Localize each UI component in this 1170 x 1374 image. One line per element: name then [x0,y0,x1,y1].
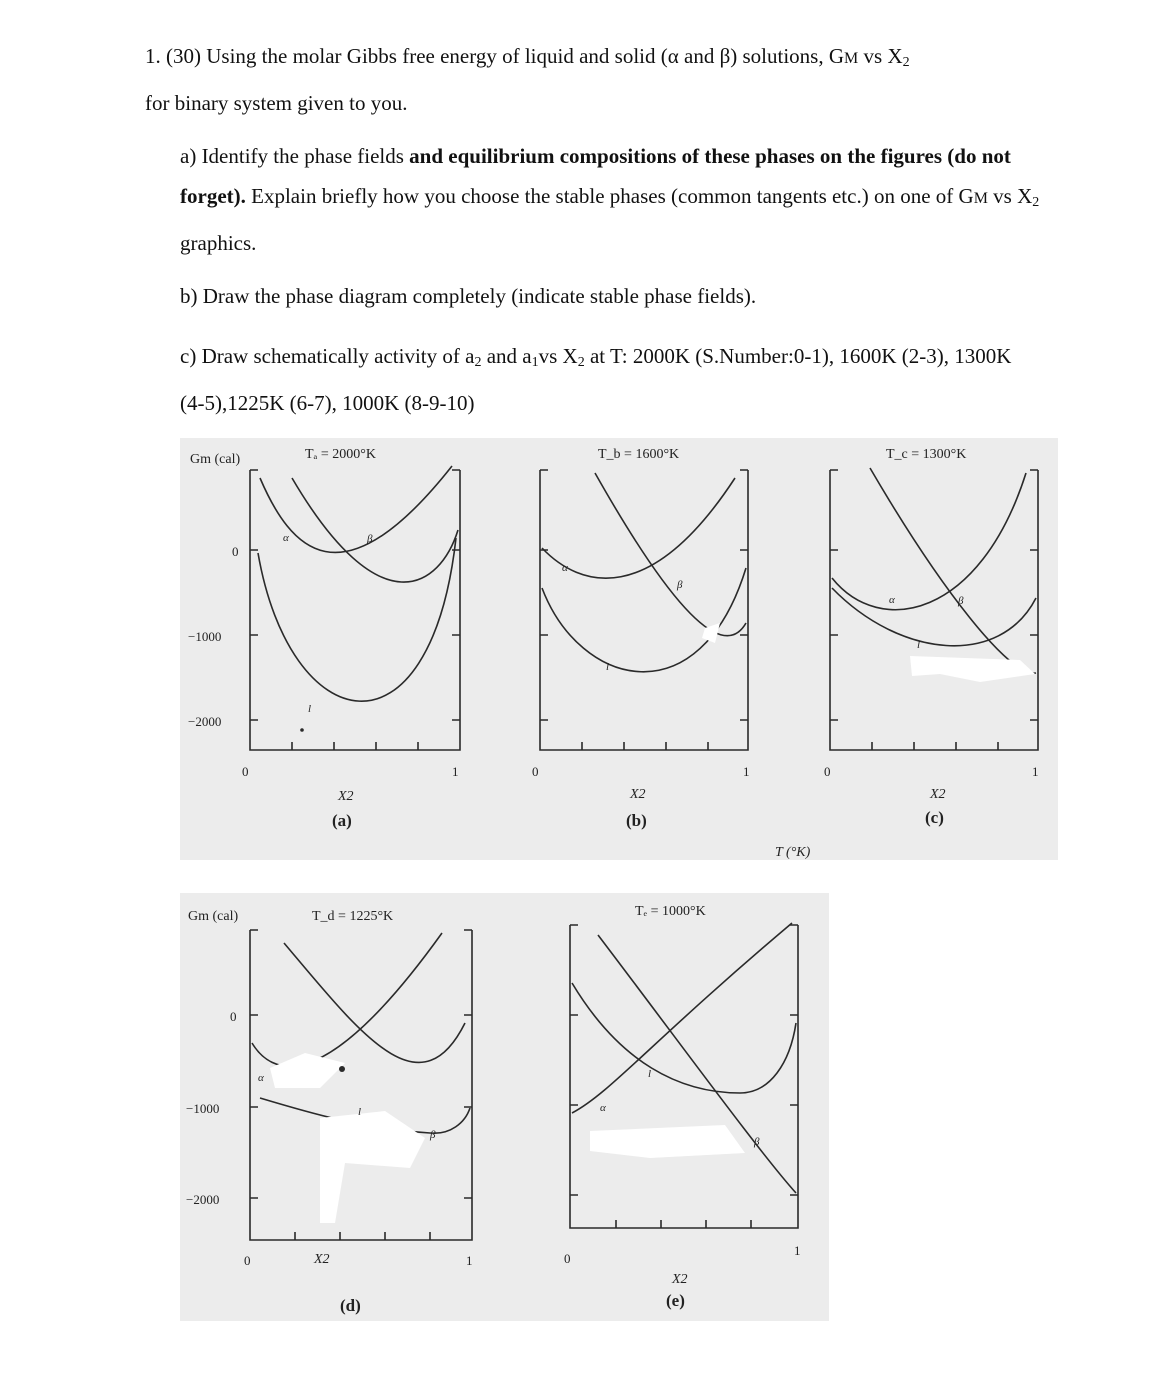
plot-d-ytick-1000: −1000 [186,1101,220,1116]
plot-d-caption: (d) [340,1296,361,1315]
plot-d-y-axis-label: Gm (cal) [188,909,239,924]
plot-d-alpha-curve [252,933,442,1066]
plot-b-alpha-curve [542,478,735,578]
plot-e-xtick-0: 0 [564,1251,571,1266]
temperature-axis-label: T (°K) [775,845,811,860]
plot-b-xtick-1: 1 [743,764,750,779]
plot-a-xtick-1: 1 [452,764,459,779]
plot-e-alpha-curve [572,923,792,1113]
plot-d-erased-region-lower [320,1111,425,1223]
plot-e-caption: (e) [666,1291,685,1310]
plot-c-liquid-curve [832,588,1036,646]
plot-d-title: T_d = 1225°K [312,909,394,924]
plot-c-beta-curve [870,468,1036,673]
plot-c-liquid-label: l [917,639,921,651]
plot-a-y-axis-label: Gm (cal) [190,452,241,467]
plot-e-liquid-label: l [648,1068,652,1080]
plot-a-ytick-0: 0 [232,544,239,559]
plot-d-beta-curve [284,943,465,1062]
figure-panel-top [180,438,1058,860]
plot-b-beta-label: β [677,579,683,591]
plot-c-caption: (c) [925,808,944,827]
plot-d-liquid-label: l [358,1106,362,1118]
plot-d-xtick-0: 0 [244,1253,251,1268]
question-part-c: c) Draw schematically activity of $a_2$ and $a_1vs$ $X_2$ at T: 2000K (S.Number:0-1), 1600K (2-3), 1300K (4-5),1225K (6-7), 1000K (8-9-10) [180,344,1012,415]
question-part-b: b) Draw the phase diagram completely (indicate stable phase fields). [180,284,757,308]
plot-a-xtick-0: 0 [242,764,249,779]
plot-b-caption: (b) [626,811,647,830]
plot-e-alpha-label: α [600,1102,606,1114]
plot-c-x-axis-label: X2 [930,787,946,802]
plot-b-liquid-label: l [606,661,610,673]
plot-e-frame [570,925,798,1228]
plot-e-x-axis-label: X2 [672,1272,688,1287]
plot-a-caption: (a) [332,811,352,830]
plot-c-beta-label: β [958,595,964,607]
plot-a-title: Tₐ = 2000°K [305,447,376,462]
plot-a-x-axis-label: X2 [338,789,354,804]
plot-c-xtick-1: 1 [1032,764,1039,779]
gibbs-plots-bottom [180,893,829,1321]
plot-a-alpha-label: α [283,532,289,544]
plot-d-ytick-2000: −2000 [186,1192,220,1207]
plot-a-ytick-2000: −2000 [188,714,222,729]
plot-b-xtick-0: 0 [532,764,539,779]
plot-e-liquid-curve [572,983,796,1093]
plot-b-frame [540,470,748,750]
plot-a-frame [250,470,460,750]
question-part-a: a) Identify the phase fields and equilibrium compositions of these phases on the figures (do not forget). Explain briefly how you choose the stable phases (common tangents etc.) on one of GM vs $X_2$ graphics. [180,144,1040,255]
plot-d-beta-label: β [430,1129,436,1141]
cropped-header-line [0,0,1170,6]
figure-panel-bottom [180,893,829,1321]
plot-d-alpha-label: α [258,1072,264,1084]
plot-a-beta-label: β [367,533,373,545]
plot-b-liquid-curve [542,568,746,672]
plot-a-beta-curve [292,478,458,582]
plot-a-ytick-1000: −1000 [188,629,222,644]
plot-e-xtick-1: 1 [794,1243,801,1258]
plot-c-xtick-0: 0 [824,764,831,779]
plot-a-liquid-curve [258,538,456,701]
plot-a-liquid-label: l [308,703,312,715]
plot-c-erased-region [910,656,1035,682]
plot-b-title: T_b = 1600°K [598,447,680,462]
question-1: 1. (30) Using the molar Gibbs free energy of liquid and solid (α and β) solutions, GM vs $X_2$ for binary system given to you. [145,44,910,115]
plot-b-alpha-label: α [562,562,568,574]
plot-b-beta-curve [595,473,746,636]
plot-c-frame [830,470,1038,750]
plot-d-xtick-1: 1 [466,1253,473,1268]
plot-d-tangent-point [339,1066,345,1072]
plot-b-x-axis-label: X2 [630,787,646,802]
plot-e-title: Tₑ = 1000°K [635,904,706,919]
plot-e-beta-label: β [754,1136,760,1148]
plot-c-alpha-curve [832,473,1026,610]
plot-a-point-marker [300,728,304,732]
plot-d-x-axis-label: X2 [314,1252,330,1267]
plot-a-alpha-curve [260,466,452,552]
plot-d-ytick-0: 0 [230,1009,237,1024]
plot-c-title: T_c = 1300°K [886,447,967,462]
plot-e-erased-region [590,1125,745,1158]
plot-c-alpha-label: α [889,594,895,606]
plot-d-erased-region-upper [270,1053,345,1088]
gibbs-plots-top [180,438,1058,860]
